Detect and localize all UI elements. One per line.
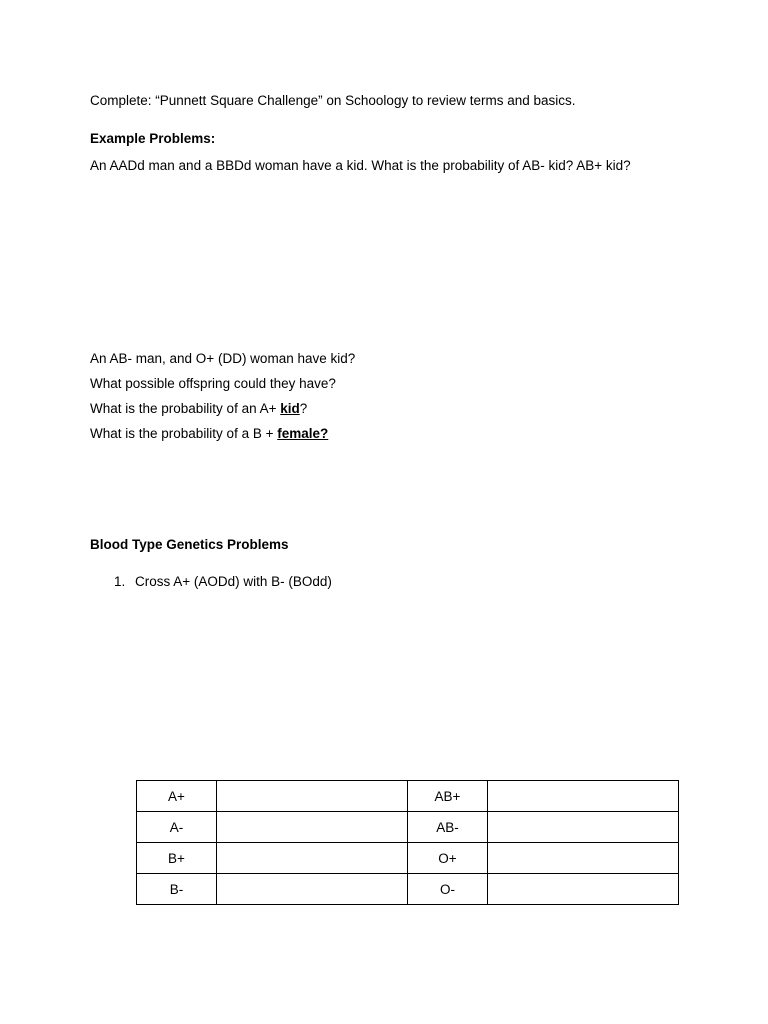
table-cell-label: A- <box>137 812 217 843</box>
example-problem-2-line-1: An AB- man, and O+ (DD) woman have kid? <box>90 351 356 366</box>
example-problem-2-line-4 <box>90 426 328 442</box>
table-row <box>137 781 679 812</box>
line-3-emphasis: kid <box>280 401 300 416</box>
blood-type-table <box>136 780 679 905</box>
table-cell-label: B+ <box>137 843 217 874</box>
table-cell-blank <box>488 812 679 843</box>
line-3-prefix: What is the probability of an A+ <box>90 401 281 416</box>
table-cell-label: B- <box>137 874 217 905</box>
table-cell-label: AB- <box>408 812 488 843</box>
table-cell-blank <box>217 781 408 812</box>
item-text: Cross A+ (AODd) with B- (BOdd) <box>135 574 332 589</box>
blood-type-item-1 <box>114 574 332 590</box>
example-problem-2-line-3 <box>90 401 307 417</box>
intro-text: Complete: “Punnett Square Challenge” on Schoology to review terms and basics. <box>90 93 576 108</box>
example-heading: Example Problems: <box>90 131 216 146</box>
table-row <box>137 843 679 874</box>
table-cell-blank <box>217 812 408 843</box>
line-3-suffix: ? <box>299 401 308 416</box>
example-problem-2-line-2: What possible offspring could they have? <box>90 376 336 391</box>
table-cell-blank <box>217 874 408 905</box>
table-cell-blank <box>217 843 408 874</box>
line-4-prefix: What is the probability of a B + <box>90 426 278 441</box>
table-cell-label: O- <box>408 874 488 905</box>
example-problem-1: An AADd man and a BBDd woman have a kid. What is the probability of AB- kid? AB+ kid? <box>90 158 631 173</box>
table-row <box>137 812 679 843</box>
line-4-emphasis: female? <box>277 426 329 441</box>
table-row <box>137 874 679 905</box>
item-number: 1. <box>114 574 126 589</box>
table-cell-label: A+ <box>137 781 217 812</box>
table-cell-label: O+ <box>408 843 488 874</box>
blood-type-heading: Blood Type Genetics Problems <box>90 537 289 552</box>
table-cell-blank <box>488 781 679 812</box>
table-cell-blank <box>488 843 679 874</box>
table-cell-blank <box>488 874 679 905</box>
table-cell-label: AB+ <box>408 781 488 812</box>
